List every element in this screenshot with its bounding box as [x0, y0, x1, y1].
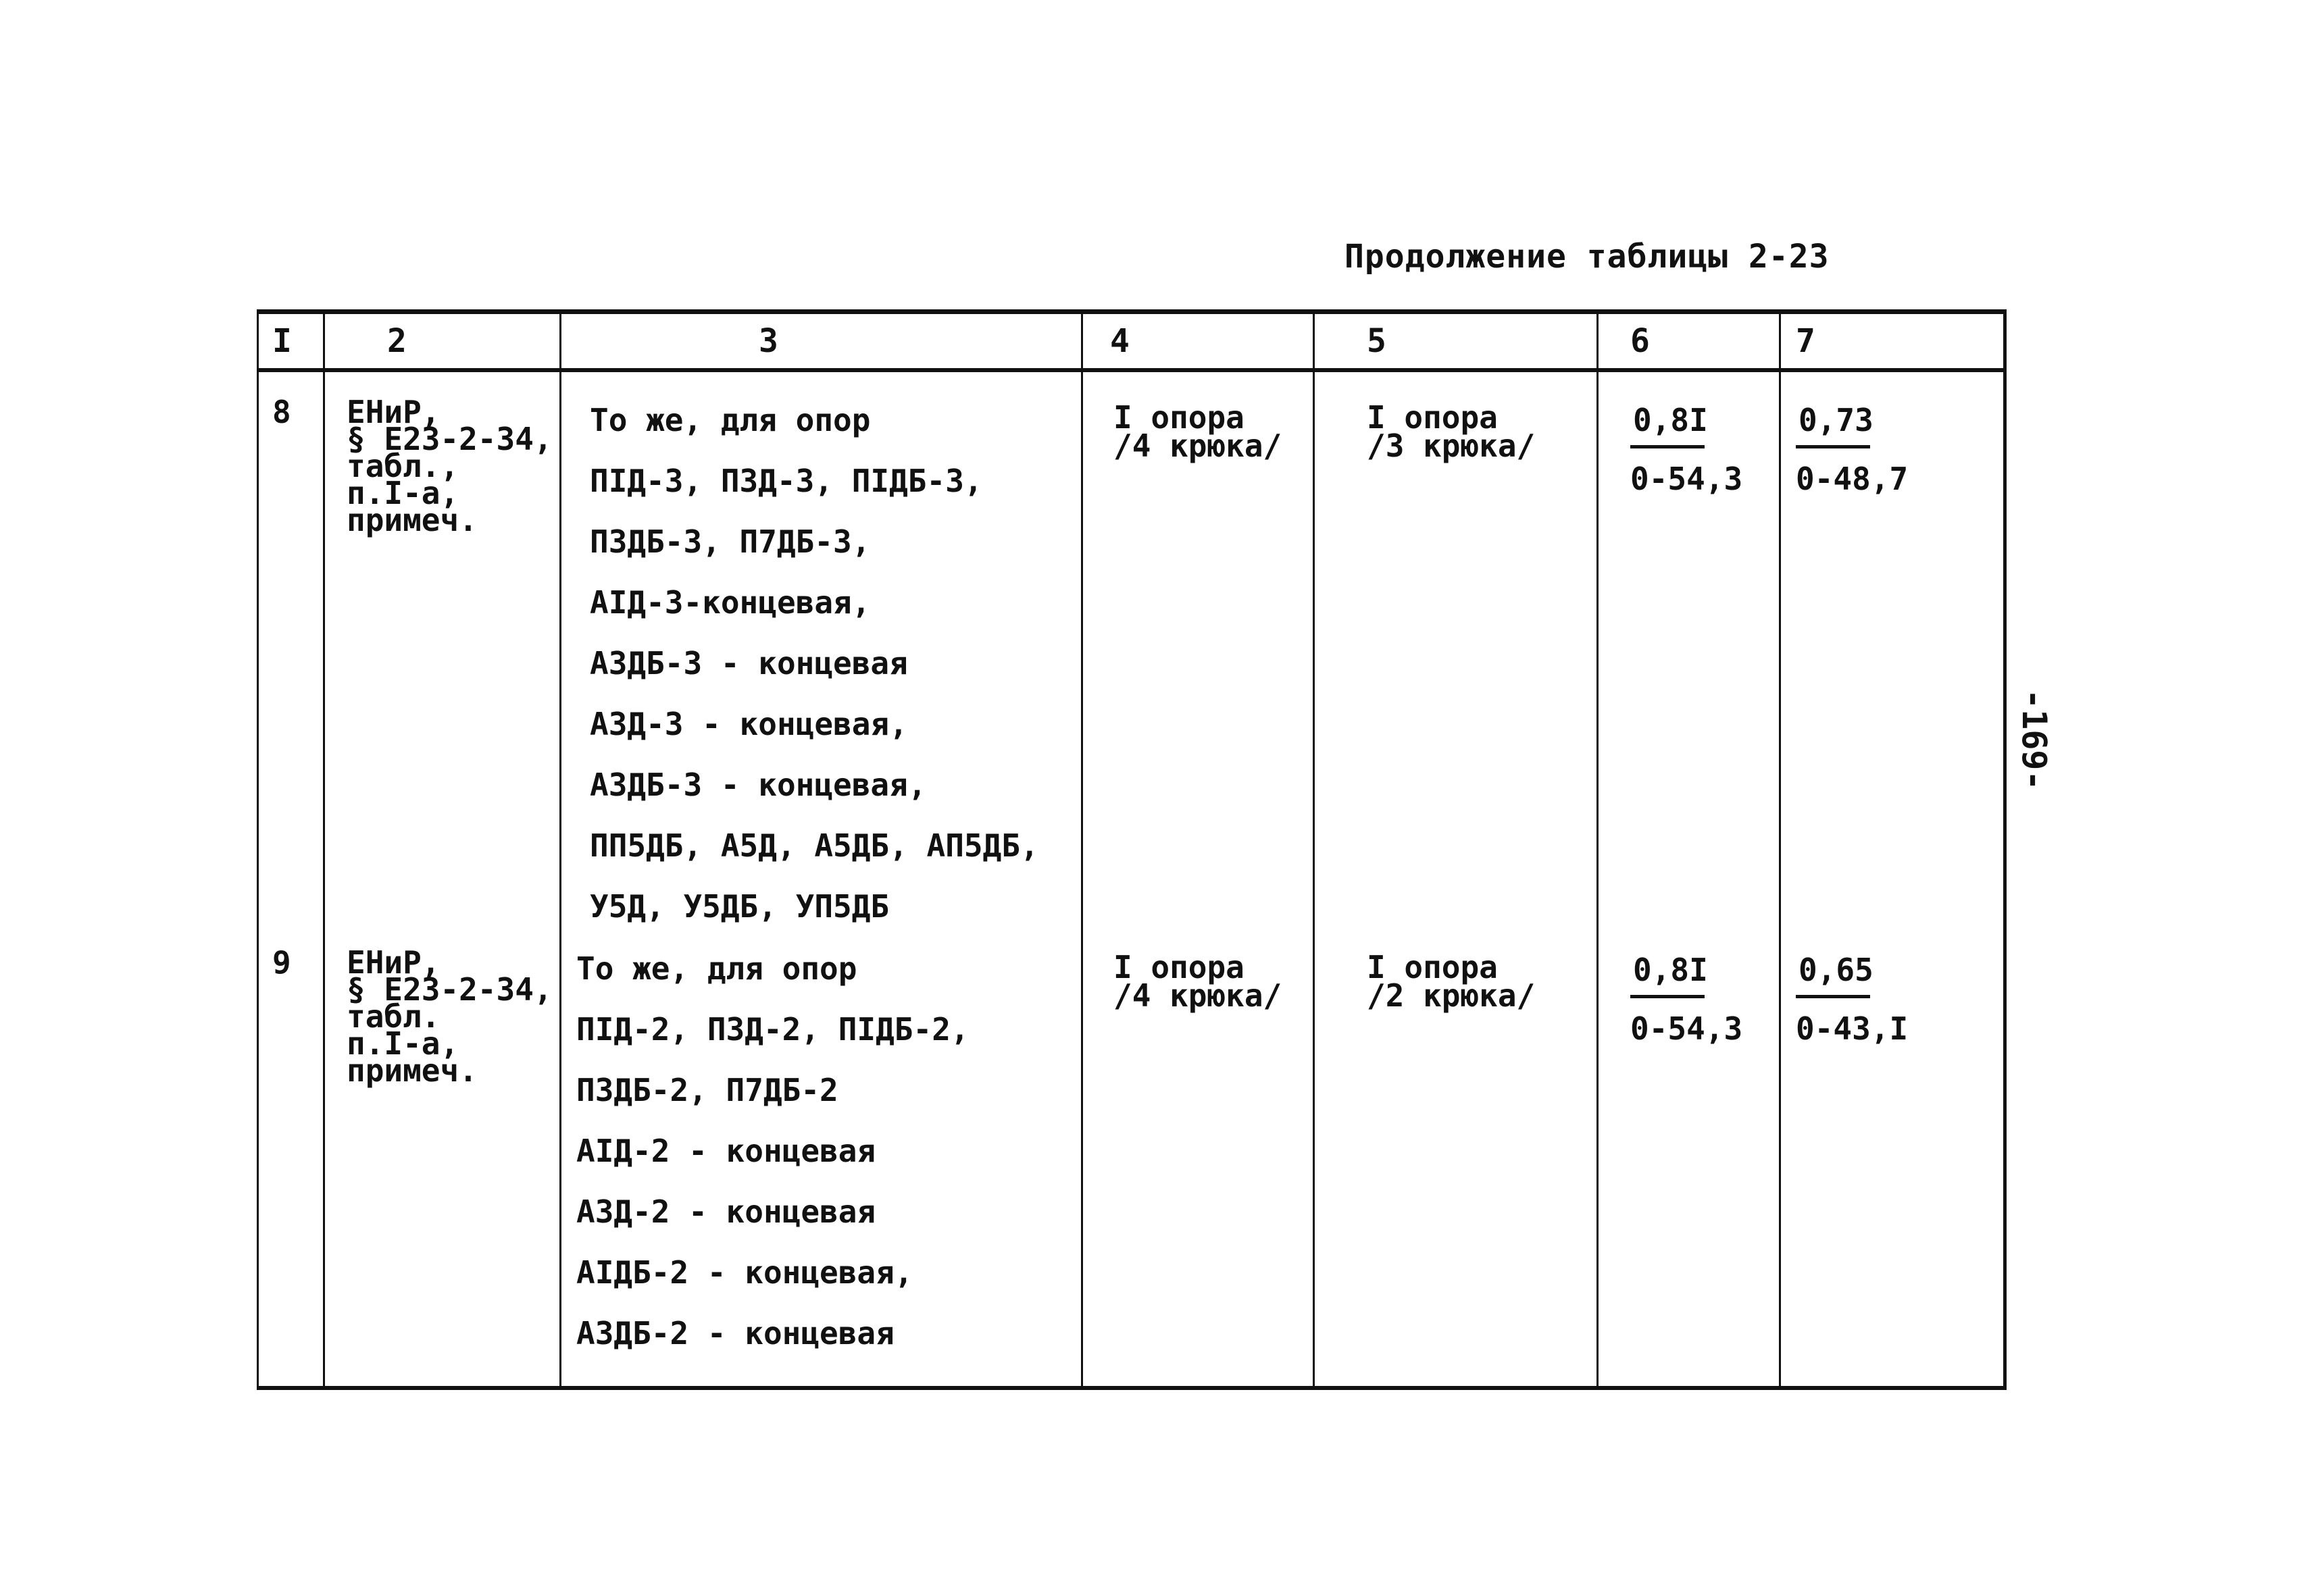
- source-line: табл.,: [347, 448, 459, 484]
- source-line: § Е23-2-34,: [347, 421, 553, 457]
- column-divider: [1596, 314, 1599, 1386]
- description-line: АIД-3-концевая,: [590, 584, 871, 621]
- support-line: I опора: [1367, 399, 1498, 436]
- column-divider: [1081, 314, 1083, 1386]
- source-line: табл.: [347, 998, 441, 1035]
- fraction-numerator: 0,8I: [1633, 402, 1708, 438]
- header-divider: [259, 368, 2003, 372]
- header-col-7: 7: [1796, 322, 1815, 360]
- fraction-denominator: 0-48,7: [1796, 461, 1909, 497]
- source-line: § Е23-2-34,: [347, 971, 553, 1008]
- support-line: I опора: [1367, 949, 1498, 985]
- fraction-denominator: 0-54,3: [1630, 461, 1743, 497]
- description-line: ПП5ДБ, А5Д, А5ДБ, АП5ДБ,: [590, 827, 1039, 864]
- column-divider: [1779, 314, 1781, 1386]
- norm-fraction: [1630, 402, 1742, 497]
- fraction-numerator: 0,65: [1799, 952, 1873, 988]
- description-line: АIД-2 - концевая: [576, 1133, 876, 1169]
- source-line: ЕНиР,: [347, 944, 441, 981]
- description-line: АIДБ-2 - концевая,: [576, 1254, 913, 1291]
- norm-fraction: [1796, 952, 1908, 1047]
- support-line: I опора: [1113, 399, 1244, 436]
- row-source: [347, 944, 553, 1089]
- description-line: АЗД-2 - концевая: [576, 1193, 876, 1230]
- row-number: 8: [272, 394, 291, 430]
- support-line: /4 крюка/: [1113, 428, 1282, 464]
- description-line: То же, для опор: [590, 402, 871, 438]
- source-line: ЕНиР,: [347, 394, 441, 430]
- support-count: [1113, 949, 1282, 1014]
- description-line: ПЗДБ-3, П7ДБ-3,: [590, 523, 871, 560]
- description-line: У5Д, У5ДБ, УП5ДБ: [590, 888, 890, 925]
- description-line: АЗД-3 - концевая,: [590, 706, 908, 742]
- description-line: АЗДБ-2 - концевая: [576, 1315, 895, 1352]
- column-divider: [323, 314, 325, 1386]
- row-description: [590, 390, 1039, 937]
- fraction-denominator: 0-43,I: [1796, 1010, 1909, 1047]
- header-col-5: 5: [1367, 322, 1386, 360]
- source-line: п.I-а,: [347, 475, 459, 511]
- source-line: примеч.: [347, 502, 478, 538]
- description-line: АЗДБ-3 - концевая: [590, 645, 908, 681]
- table-caption: Продолжение таблицы 2-23: [1344, 238, 1830, 276]
- source-line: п.I-а,: [347, 1025, 459, 1062]
- fraction-numerator: 0,8I: [1633, 952, 1708, 988]
- source-line: примеч.: [347, 1052, 478, 1089]
- support-line: /3 крюка/: [1367, 428, 1536, 464]
- header-col-2: 2: [387, 322, 407, 360]
- description-line: ПIД-3, ПЗД-3, ПIДБ-3,: [590, 463, 983, 499]
- data-table: [257, 309, 2007, 1390]
- header-col-6: 6: [1630, 322, 1650, 360]
- norm-fraction: [1796, 402, 1908, 497]
- row-number: 9: [272, 944, 291, 981]
- column-divider: [1313, 314, 1315, 1386]
- description-line: ПЗДБ-2, П7ДБ-2: [576, 1072, 838, 1108]
- norm-fraction: [1630, 952, 1742, 1047]
- row-description: [576, 938, 970, 1364]
- row-source: [347, 394, 553, 538]
- support-line: I опора: [1113, 949, 1244, 985]
- page-number: -169-: [2015, 689, 2054, 791]
- description-line: АЗДБ-3 - концевая,: [590, 767, 927, 803]
- support-line: /2 крюка/: [1367, 977, 1536, 1014]
- support-count: [1367, 949, 1536, 1014]
- description-line: То же, для опор: [576, 950, 857, 987]
- header-col-3: 3: [759, 322, 778, 360]
- fraction-denominator: 0-54,3: [1630, 1010, 1743, 1047]
- fraction-numerator: 0,73: [1799, 402, 1873, 438]
- support-line: /4 крюка/: [1113, 977, 1282, 1014]
- description-line: ПIД-2, ПЗД-2, ПIДБ-2,: [576, 1011, 970, 1048]
- support-count: [1113, 399, 1282, 464]
- header-col-4: 4: [1110, 322, 1130, 360]
- header-col-1: I: [272, 322, 292, 360]
- column-divider: [559, 314, 561, 1386]
- support-count: [1367, 399, 1536, 464]
